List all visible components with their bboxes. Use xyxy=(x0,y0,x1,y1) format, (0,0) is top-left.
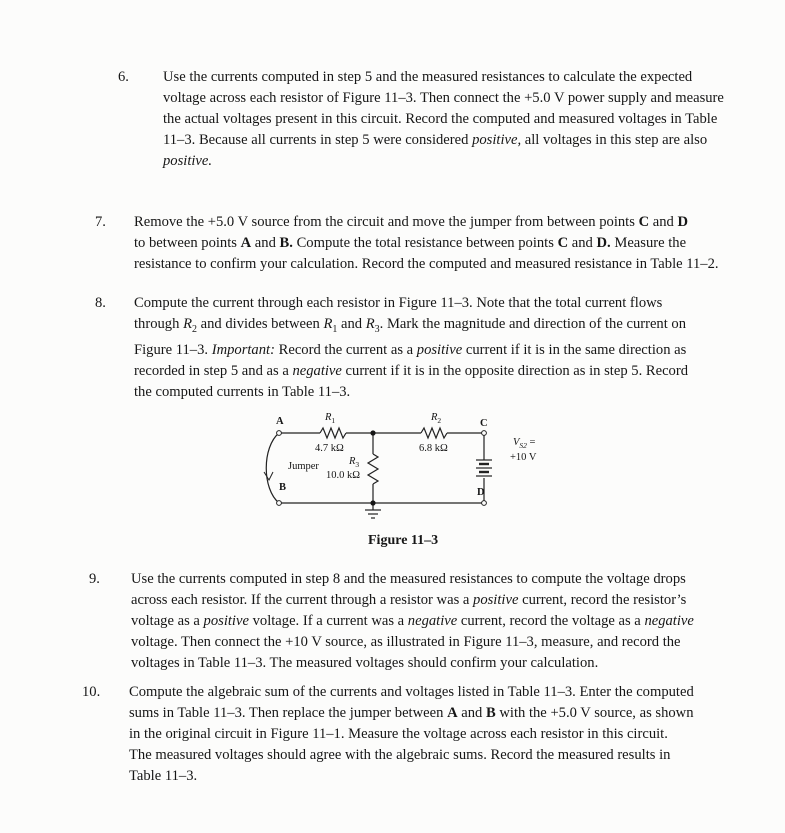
text-line: voltage across each resistor of Figure 11–3. Then connect the +5.0 V power supply and measure xyxy=(163,90,724,106)
step-number: 8. xyxy=(95,295,106,311)
text-line: to between points A and B. Compute the total resistance between points C and D. Measure the xyxy=(134,235,687,251)
text-line: Table 11–3. xyxy=(129,768,198,784)
text-line: voltage as a positive voltage. If a current was a negative current, record the voltage as a negative xyxy=(131,613,694,629)
node-c-label: C xyxy=(480,418,488,429)
step-number: 9. xyxy=(89,571,100,587)
text-line: Use the currents computed in step 8 and the measured resistances to compute the voltage drops xyxy=(131,571,686,587)
resistor-r2-symbol xyxy=(421,428,447,438)
terminal-d xyxy=(482,501,487,506)
text-line: positive. xyxy=(163,153,213,169)
text-line: sums in Table 11–3. Then replace the jumper between A and B with the +5.0 V source, as shown xyxy=(129,705,694,721)
text-line: across each resistor. If the current through a resistor was a positive current, record the resistor’s xyxy=(131,592,687,608)
node-d-label: D xyxy=(477,487,485,498)
r3-label: $R_3$ xyxy=(349,456,360,469)
circuit-wires xyxy=(264,428,484,518)
step-number: 7. xyxy=(95,214,106,230)
text-line: the actual voltages present in this circuit. Record the computed and measured voltages in Table xyxy=(163,111,718,127)
text-line: in the original circuit in Figure 11–1. Measure the voltage across each resistor in this circuit. xyxy=(129,726,668,742)
text-line: voltages in Table 11–3. The measured voltages should confirm your calculation. xyxy=(131,655,599,671)
vs2-value: +10 V xyxy=(510,452,537,463)
terminal-a xyxy=(277,431,282,436)
resistor-r3-symbol xyxy=(368,454,378,484)
terminal-b xyxy=(277,501,282,506)
node-a-label: A xyxy=(276,416,284,427)
r1-value: 4.7 kΩ xyxy=(315,443,344,454)
terminals xyxy=(277,431,487,506)
r2-value: 6.8 kΩ xyxy=(419,443,448,454)
resistor-r1-symbol xyxy=(320,428,346,438)
node-b-label: B xyxy=(279,482,287,493)
terminal-c xyxy=(482,431,487,436)
r1-label: $R_1$ xyxy=(325,412,336,425)
figure-caption: Figure 11–3 xyxy=(368,533,439,548)
text-line: through $R_2$ and divides between $R_1$ and $R_3$. Mark the magnitude and direction of the current on xyxy=(134,316,687,335)
step-text xyxy=(134,212,754,275)
r3-value: 10.0 kΩ xyxy=(326,470,361,481)
jumper-arrow xyxy=(264,472,273,480)
step-number: 10. xyxy=(82,684,101,700)
vs2-label: $V_{S2}$ = xyxy=(513,437,536,450)
step-number: 6. xyxy=(118,69,129,85)
text-line: Compute the algebraic sum of the currents and voltages listed in Table 11–3. Enter the computed xyxy=(129,684,694,700)
step-text xyxy=(129,682,749,787)
text-line: voltage. Then connect the +10 V source, as illustrated in Figure 11–3, measure, and record the xyxy=(131,634,681,650)
text-line: Use the currents computed in step 5 and the measured resistances to calculate the expected xyxy=(163,69,693,85)
step-text xyxy=(134,293,754,403)
text-line: resistance to confirm your calculation. Record the computed and measured resistance in Table 11–2. xyxy=(134,256,719,272)
text-line: recorded in step 5 and as a negative current if it is in the opposite direction as in step 5. Record xyxy=(134,362,689,379)
text-line: 11–3. Because all currents in step 5 were considered positive, all voltages in this step are also xyxy=(163,132,708,148)
jumper-label: Jumper xyxy=(288,461,319,472)
text-line: Remove the +5.0 V source from the circuit and move the jumper from between points C and D xyxy=(134,214,689,230)
voltage-source-vs2 xyxy=(476,460,492,476)
step-text xyxy=(163,67,763,172)
text-line: Figure 11–3. Important: Record the current as a positive current if it is in the same direction as xyxy=(134,341,687,358)
r2-label: $R_2$ xyxy=(431,412,442,425)
junction-dots xyxy=(370,430,375,505)
jumper-wire xyxy=(266,433,279,503)
step-text xyxy=(131,569,751,674)
text-line: The measured voltages should agree with the algebraic sums. Record the measured results in xyxy=(129,747,671,763)
text-line: Compute the current through each resistor in Figure 11–3. Note that the total current flows xyxy=(134,295,663,311)
text-line: the computed currents in Table 11–3. xyxy=(134,383,351,400)
